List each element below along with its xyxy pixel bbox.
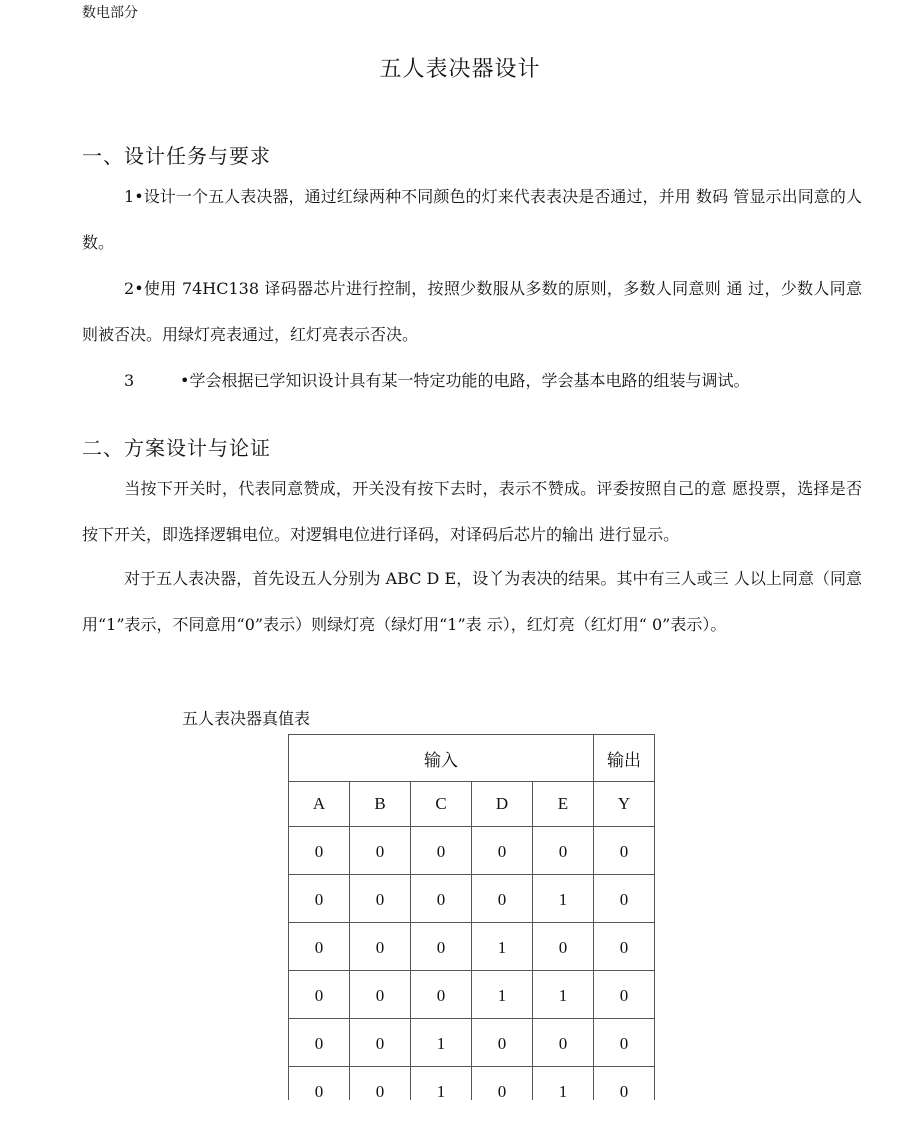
table-row	[289, 971, 655, 1019]
requirement-item-2	[82, 266, 862, 358]
table-cell: 0	[350, 923, 411, 971]
table-cell: 1	[533, 971, 594, 1019]
table-cell: 0	[533, 827, 594, 875]
section-heading-design: 二、方案设计与论证	[82, 436, 271, 460]
column-header: C	[411, 782, 472, 827]
table-cell: 0	[472, 827, 533, 875]
table-cell: 0	[289, 923, 350, 971]
column-header: B	[350, 782, 411, 827]
table-cell: 0	[533, 923, 594, 971]
table-cell: 0	[594, 923, 655, 971]
table-cell: 0	[533, 1019, 594, 1067]
table-cell: 0	[289, 1067, 350, 1115]
table-cell: 1	[411, 1019, 472, 1067]
table-cell: 0	[472, 1019, 533, 1067]
table-row	[289, 1019, 655, 1067]
requirement-item-1	[82, 174, 862, 266]
table-cell: 0	[350, 1067, 411, 1115]
table-cell: 0	[289, 827, 350, 875]
item-text: •使用 74HC138 译码器芯片进行控制，按照少数服从多数的原则，多数人同意则 通 过，少数人同意则被否决。用绿灯亮表通过，红灯亮表示否决。	[82, 279, 862, 344]
table-group-header-row	[289, 735, 655, 782]
table-cell: 1	[533, 1067, 594, 1115]
table-cell: 0	[289, 1019, 350, 1067]
item-number: 2	[124, 279, 135, 298]
design-paragraph-1	[82, 466, 862, 558]
column-header: A	[289, 782, 350, 827]
table-cell: 0	[411, 923, 472, 971]
table-cell: 0	[350, 875, 411, 923]
document-title: 五人表决器设计	[379, 57, 541, 82]
header-label: 数电部分	[82, 5, 138, 21]
table-cell: 0	[289, 971, 350, 1019]
design-paragraph-2	[82, 556, 862, 648]
paragraph-text: 当按下开关时，代表同意赞成，开关没有按下去时，表示不赞成。评委按照自己的意 愿投票，选择是否按下开关，即选择逻辑电位。对逻辑电位进行译码，对译码后芯片的输出 进行显示。	[82, 479, 862, 544]
table-cell: 0	[411, 971, 472, 1019]
table-cell: 1	[411, 1067, 472, 1115]
input-group-header: 输入	[289, 735, 594, 782]
page-cutoff	[0, 1100, 920, 1130]
table-cell: 0	[594, 971, 655, 1019]
table-cell: 0	[350, 1019, 411, 1067]
table-row	[289, 827, 655, 875]
table-cell: 0	[289, 875, 350, 923]
requirement-item-3	[82, 358, 862, 404]
table-cell: 0	[472, 875, 533, 923]
table-row	[289, 875, 655, 923]
truth-table	[288, 734, 655, 1115]
table-cell: 1	[533, 875, 594, 923]
item-number: 3	[124, 371, 135, 390]
column-header: E	[533, 782, 594, 827]
output-group-header: 输出	[594, 735, 655, 782]
table-cell: 0	[411, 827, 472, 875]
table-cell: 0	[350, 827, 411, 875]
table-cell: 0	[594, 827, 655, 875]
table-cell: 0	[411, 875, 472, 923]
item-number: 1	[124, 187, 135, 206]
table-cell: 0	[350, 971, 411, 1019]
table-cell: 0	[594, 1067, 655, 1115]
table-cell: 0	[594, 875, 655, 923]
column-header: D	[472, 782, 533, 827]
item-text: •学会根据已学知识设计具有某一特定功能的电路，学会基本电路的组装与调试。	[180, 371, 750, 390]
table-cell: 0	[594, 1019, 655, 1067]
section-heading-requirements: 一、设计任务与要求	[82, 144, 271, 168]
paragraph-text: 对于五人表决器，首先设五人分别为 ABC D E，设丫为表决的结果。其中有三人或三 人以上同意（同意用“1”表示，不同意用“0”表示）则绿灯亮（绿灯用“1”表 示），红灯亮（红灯用“ 0”表示）。	[82, 569, 862, 634]
table-column-header-row	[289, 782, 655, 827]
item-text: •设计一个五人表决器，通过红绿两种不同颜色的灯来代表表决是否通过，并用 数码 管显示出同意的人数。	[82, 187, 862, 252]
table-cell: 0	[472, 1067, 533, 1115]
table-cell: 1	[472, 971, 533, 1019]
table-cell: 1	[472, 923, 533, 971]
table-row	[289, 923, 655, 971]
column-header: Y	[594, 782, 655, 827]
table-caption: 五人表决器真值表	[182, 709, 311, 728]
